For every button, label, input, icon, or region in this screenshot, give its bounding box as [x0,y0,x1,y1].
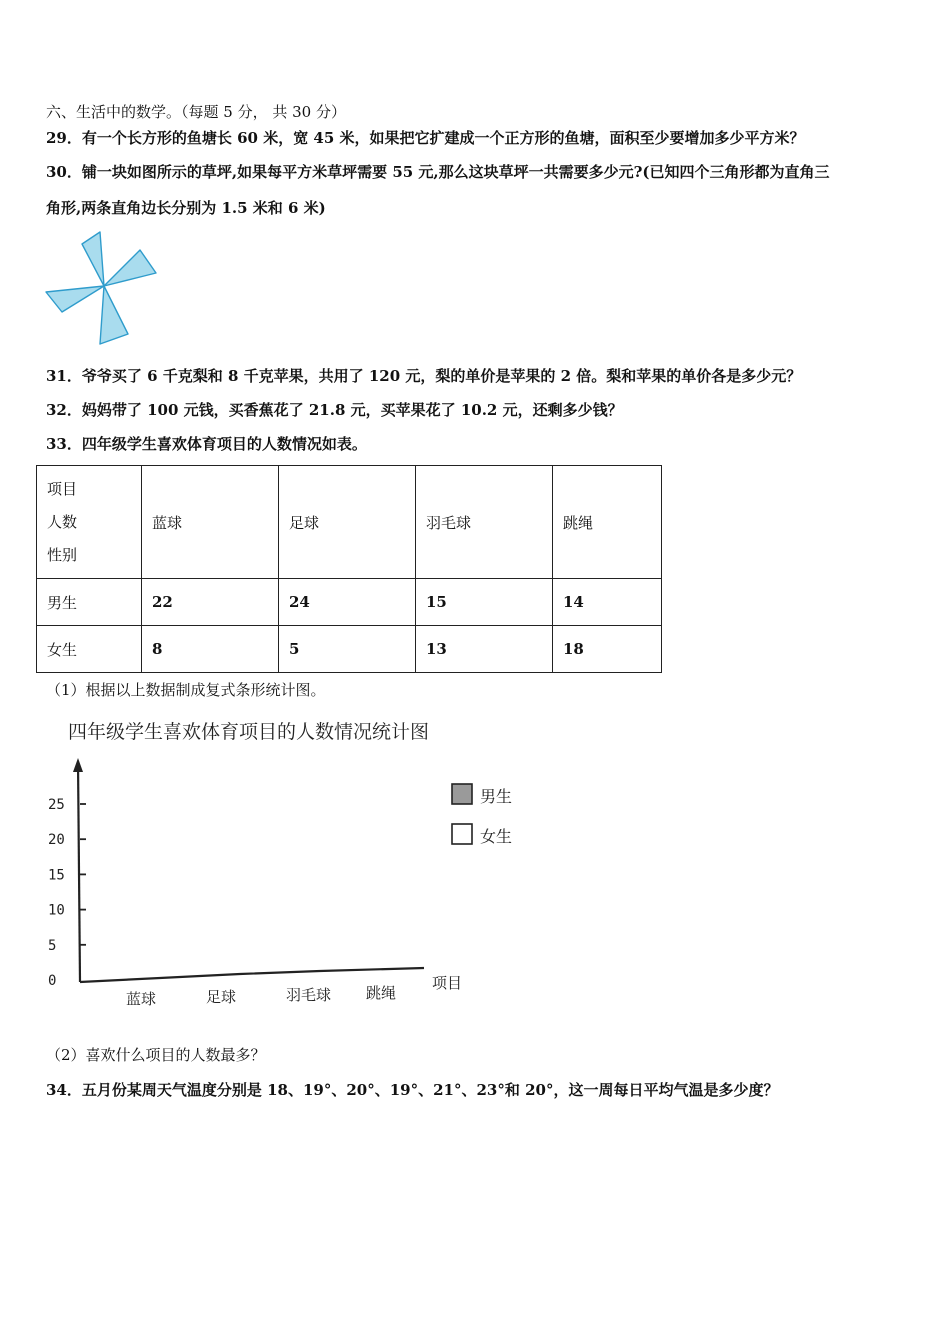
question-29: 29．有一个长方形的鱼塘长 60 米，宽 45 米，如果把它扩建成一个正方形的鱼塘，面积至少要增加多少平方米？ [46,129,805,147]
x-category-label: 跳绳 [366,984,397,1002]
table-cell: 5 [279,626,416,673]
row-label-boys: 男生 [37,579,142,626]
x-category-label: 羽毛球 [286,986,332,1004]
section-header: 六、生活中的数学。（每题 5 分， 共 30 分） [46,103,346,121]
pinwheel-lawn-figure [42,228,162,348]
table-cell: 15 [416,579,553,626]
lawn-triangle-bottom [100,286,128,344]
question-30-line1: 30．铺一块如图所示的草坪,如果每平方米草坪需要 55 元,那么这块草坪一共需要多少元?(已知四个三角形都为直角三 [46,163,830,181]
chart-title: 四年级学生喜欢体育项目的人数情况统计图 [68,721,430,743]
y-tick-label: 10 [48,902,65,919]
lawn-triangle-left [46,286,104,312]
table-row [37,626,662,673]
table-cell: 18 [553,626,662,673]
question-31: 31．爷爷买了 6 千克梨和 8 千克苹果，共用了 120 元，梨的单价是苹果的 2 倍。梨和苹果的单价各是多少元？ [46,367,802,385]
legend-label-girls: 女生 [480,827,513,846]
column-header-basketball: 蓝球 [142,466,279,579]
question-33-part2: （2）喜欢什么项目的人数最多？ [46,1046,266,1064]
corner-label-gender: 性别 [47,545,78,564]
table-cell: 14 [553,579,662,626]
x-axis [80,968,424,982]
y-tick-label: 20 [48,832,65,849]
column-header-jump-rope: 跳绳 [553,466,662,579]
lawn-triangle-right [104,250,156,286]
x-category-label: 蓝球 [126,990,157,1008]
y-axis-arrow [73,758,83,772]
question-33-part1: （1）根据以上数据制成复式条形统计图。 [46,681,326,699]
x-axis-label: 项目 [432,974,463,992]
table-corner-cell [37,466,142,579]
lawn-triangle-top [82,232,104,286]
column-header-football: 足球 [279,466,416,579]
table-cell: 8 [142,626,279,673]
table-cell: 24 [279,579,416,626]
question-34: 34．五月份某周天气温度分别是 18、19°、20°、19°、21°、23°和 20°，这一周每日平均气温是多少度？ [46,1081,779,1099]
table-cell: 13 [416,626,553,673]
y-tick-label: 0 [48,973,57,989]
table-row [37,579,662,626]
y-tick-label: 5 [48,937,57,954]
question-30-line2: 角形,两条直角边长分别为 1.5 米和 6 米) [46,199,326,217]
legend-swatch-girls [452,824,472,844]
table-header-row [37,466,662,579]
legend-swatch-boys [452,784,472,804]
legend-label-boys: 男生 [480,787,513,806]
y-tick-label: 15 [48,867,65,884]
x-category-label: 足球 [206,988,237,1006]
row-label-girls: 女生 [37,626,142,673]
y-axis [78,762,80,982]
table-cell: 22 [142,579,279,626]
column-header-badminton: 羽毛球 [416,466,553,579]
question-33: 33．四年级学生喜欢体育项目的人数情况如表。 [46,435,367,453]
question-32: 32．妈妈带了 100 元钱，买香蕉花了 21.8 元，买苹果花了 10.2 元，还剩多少钱？ [46,401,623,419]
y-tick-label: 25 [48,797,65,813]
corner-label-item: 项目 [47,479,78,498]
sports-preference-table [36,465,662,673]
corner-label-count: 人数 [47,512,78,531]
bar-chart [40,712,540,1022]
